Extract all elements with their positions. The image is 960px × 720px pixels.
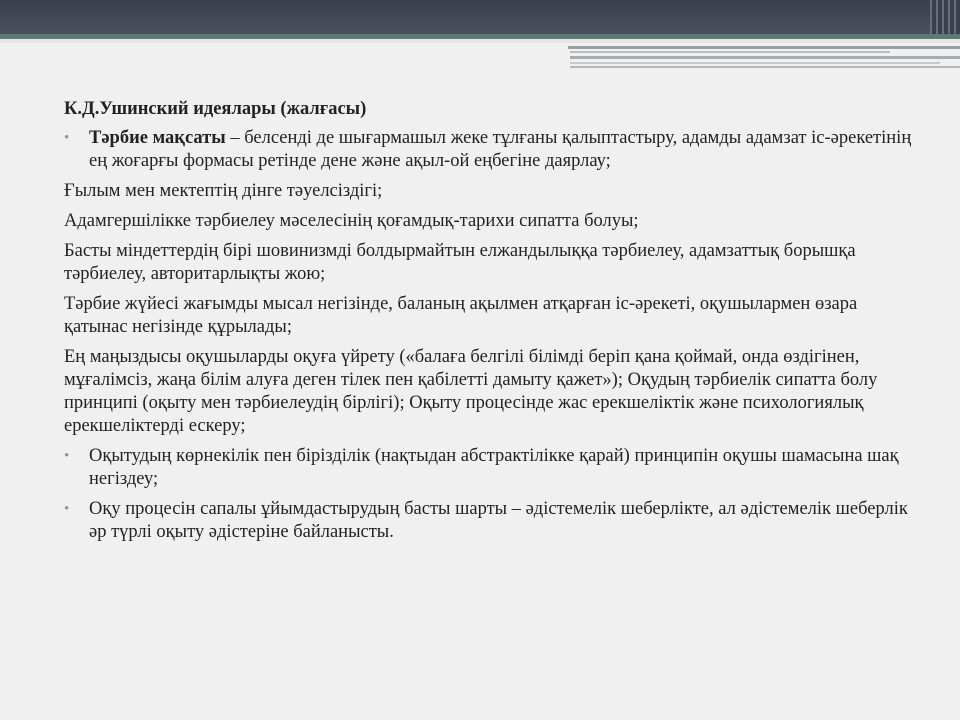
decorative-line: [570, 66, 960, 68]
bullet-bold-term: Тәрбие мақсаты: [89, 128, 226, 148]
bullet-item: [64, 445, 914, 491]
bullet-icon: •: [64, 501, 70, 517]
slide-content: [64, 98, 914, 551]
decorative-line: [570, 62, 940, 64]
paragraph: Тәрбие жүйесі жағымды мысал негізінде, баланың ақылмен атқарған іс-әрекеті, оқушылармен өзара қатынас негізінде құрылады;: [64, 294, 858, 337]
header-thin-line: [0, 39, 960, 43]
decorative-line: [570, 56, 960, 59]
bullet-text: Оқу процесін сапалы ұйымдастырудың басты шарты – әдістемелік шеберлікте, ал әдістемелік шеберлік әр түрлі оқыту әдістеріне байланысты.: [89, 499, 908, 542]
decorative-line: [570, 51, 890, 53]
bullet-text: – белсенді де шығармашыл жеке тұлғаны қалыптастыру, адамды адамзат іс-әрекетінің ең жоғарғы формасы ретінде дене және ақыл-ой еңбегіне даярлау;: [89, 128, 912, 171]
bullet-item: [64, 498, 914, 544]
paragraph: Адамгершілікке тәрбиелеу мәселесінің қоғамдық-тарихи сипатта болуы;: [64, 211, 639, 231]
paragraph: Ең маңыздысы оқушыларды оқуға үйрету («балаға белгілі білімді беріп қана қоймай, онда өздігінен, мұғалімсіз, жаңа білім алуға деген тілек пен қабілетті дамыту қажет»); Оқудың тәрбиелік сипатта болу принципі (оқыту мен тәрбиелеудің бірлігі); Оқыту процесінде жас ерекшеліктік және психологиялық ерекшеліктерді ескеру;: [64, 347, 878, 436]
bullet-icon: •: [64, 130, 70, 146]
bullet-icon: •: [64, 448, 70, 464]
slide-title: К.Д.Ушинский идеялары (жалғасы): [64, 99, 367, 119]
paragraph: Ғылым мен мектептің дінге тәуелсіздігі;: [64, 181, 383, 201]
decorative-line: [568, 46, 960, 49]
bullet-item: [64, 127, 914, 173]
header-bar: [0, 0, 960, 34]
bullet-text: Оқытудың көрнекілік пен бірізділік (нақтыдан абстрактілікке қарай) принципін оқушы шамасына шақ негіздеу;: [89, 446, 899, 489]
paragraph: Басты міндеттердің бірі шовинизмді болдырмайтын елжандылыққа тәрбиелеу, адамзаттық борышқа тәрбиелеу, авторитарлықты жою;: [64, 241, 856, 284]
header-corner-decoration: [930, 0, 960, 34]
